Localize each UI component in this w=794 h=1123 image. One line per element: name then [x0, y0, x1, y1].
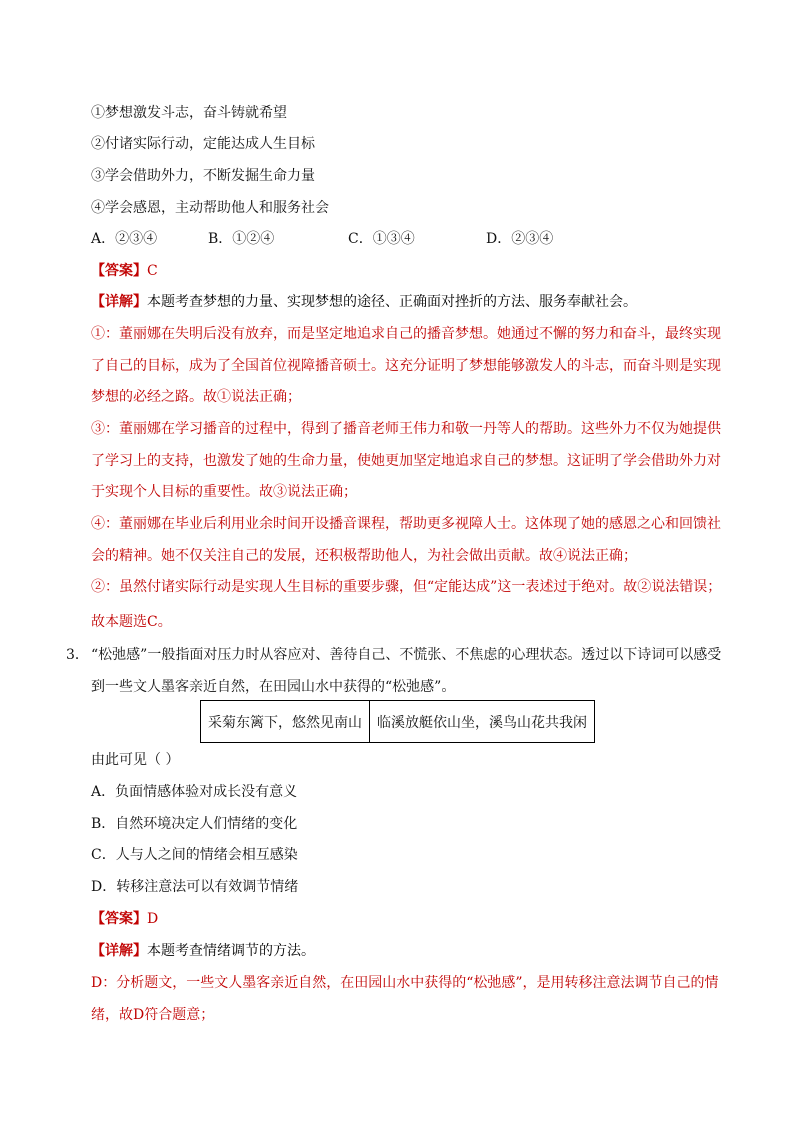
- q3-explanation: D：分析题文，一些文人墨客亲近自然，在田园山水中获得的“松弛感”，是用转移注意法调节自己的情绪，故D符合题意；: [91, 975, 719, 1023]
- detail-label: 【详解】: [91, 294, 147, 310]
- question-3-prompt: 由此可见（ ）: [91, 752, 180, 768]
- detail-line: [91, 292, 637, 312]
- option-1: ①梦想激发斗志，奋斗铸就希望: [91, 105, 287, 121]
- q3-detail-label: 【详解】: [91, 943, 147, 959]
- choice-a: A．②③④: [91, 231, 158, 247]
- choice-b: B．①②④: [208, 231, 275, 247]
- explanation-4: ④：董丽娜在毕业后利用业余时间开设播音课程，帮助更多视障人士。这体现了她的感恩之心和回馈社会的精神。她不仅关注自己的发展，还积极帮助他人，为社会做出贡献。故④说法正确；: [91, 516, 721, 564]
- poem-table: [200, 700, 595, 743]
- q3-answer-line: [91, 909, 158, 929]
- q3-answer-value: D: [147, 911, 159, 927]
- question-3-stem-2: 到一些文人墨客亲近自然，在田园山水中获得的“松弛感”。: [91, 679, 456, 695]
- choice-c: C．①③④: [348, 231, 415, 247]
- q3-answer-label: 【答案】: [91, 911, 147, 927]
- q3-option-d: D．转移注意法可以有效调节情绪: [91, 879, 299, 895]
- answer-value: C: [147, 263, 158, 279]
- explanation-3: ③：董丽娜在学习播音的过程中，得到了播音老师王伟力和敬一丹等人的帮助。这些外力不仅为她提供了学习上的支持，也激发了她的生命力量，使她更加坚定地追求自己的梦想。这证明了学会借助外力对于实现个人目标的重要性。故③说法正确；: [91, 421, 721, 500]
- poem-cell-1: 采菊东篱下，悠然见南山: [201, 701, 370, 743]
- question-3-number: 3．: [66, 647, 89, 663]
- poem-cell-2: 临溪放艇依山坐，溪鸟山花共我闲: [370, 701, 595, 743]
- q3-detail-intro: 本题考查情绪调节的方法。: [147, 943, 315, 959]
- question-3-stem-1: “松弛感”一般指面对压力时从容应对、善待自己、不慌张、不焦虑的心理状态。透过以下诗词可以感受: [91, 647, 722, 663]
- answer-line: [91, 261, 158, 281]
- q3-option-a: A．负面情感体验对成长没有意义: [91, 784, 298, 800]
- explanation-1: ①：董丽娜在失明后没有放弃，而是坚定地追求自己的播音梦想。她通过不懈的努力和奋斗，最终实现了自己的目标，成为了全国首位视障播音硕士。这充分证明了梦想能够激发人的斗志，而奋斗则是实现梦想的必经之路。故①说法正确；: [91, 326, 721, 405]
- q3-option-c: C．人与人之间的情绪会相互感染: [91, 847, 298, 863]
- option-4: ④学会感恩，主动帮助他人和服务社会: [91, 200, 329, 216]
- choice-d: D．②③④: [486, 231, 554, 247]
- explanation-2: ②：虽然付诸实际行动是实现人生目标的重要步骤，但“定能达成”这一表述过于绝对。故②说法错误；: [91, 579, 722, 595]
- option-2: ②付诸实际行动，定能达成人生目标: [91, 136, 315, 152]
- option-3: ③学会借助外力，不断发掘生命力量: [91, 168, 315, 184]
- q3-option-b: B．自然环境决定人们情绪的变化: [91, 816, 298, 832]
- answer-label: 【答案】: [91, 263, 147, 279]
- detail-intro: 本题考查梦想的力量、实现梦想的途径、正确面对挫折的方法、服务奉献社会。: [147, 294, 637, 310]
- q3-detail-line: [91, 941, 315, 961]
- conclusion: 故本题选C。: [91, 614, 172, 630]
